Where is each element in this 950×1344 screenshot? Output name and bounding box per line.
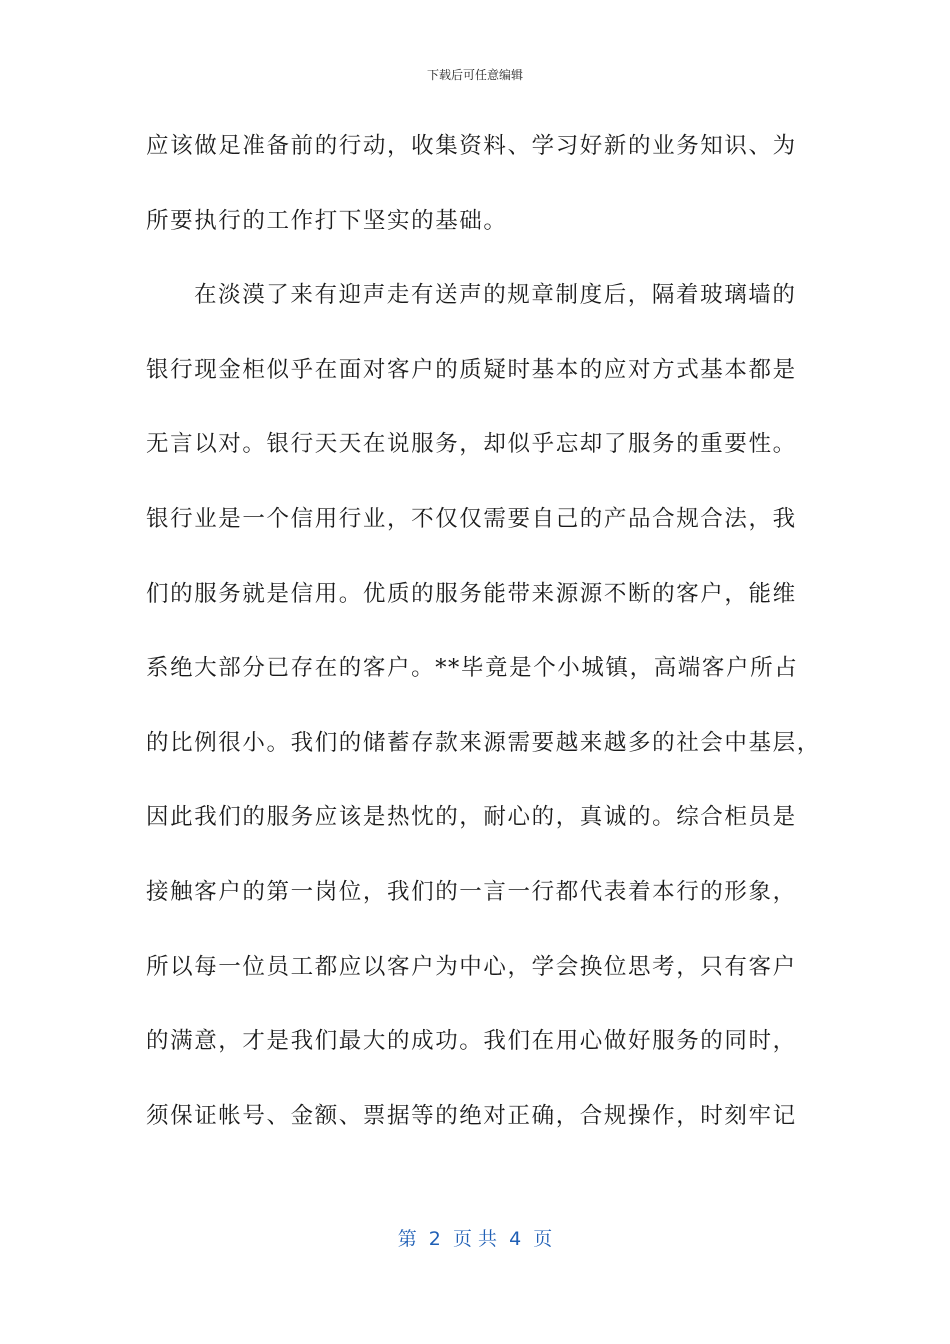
- paragraph-line: 所以每一位员工都应以客户为中心，学会换位思考，只有客户: [146, 953, 797, 980]
- paragraph-line: 因此我们的服务应该是热忱的，耐心的，真诚的。综合柜员是: [146, 804, 797, 831]
- page-number-footer: 第 2 页 共 4 页: [397, 1228, 553, 1250]
- paragraph-line: 应该做足准备前的行动，收集资料、学习好新的业务知识、为: [146, 133, 797, 159]
- paragraph-line: 所要执行的工作打下坚实的基础。: [146, 207, 508, 234]
- paragraph-line: 接触客户的第一岗位，我们的一言一行都代表着本行的形象，: [146, 878, 797, 905]
- page-header: 下载后可任意编辑: [426, 68, 523, 82]
- paragraph-line: 银行现金柜似乎在面对客户的质疑时基本的应对方式基本都是: [146, 356, 797, 383]
- paragraph-line: 在淡漠了来有迎声走有送声的规章制度后，隔着玻璃墙的: [194, 282, 797, 309]
- paragraph-line: 的比例很小。我们的储蓄存款来源需要越来越多的社会中基层，: [146, 729, 821, 756]
- paragraph-line: 无言以对。银行天天在说服务，却似乎忘却了服务的重要性。: [146, 431, 797, 458]
- paragraph-line: 须保证帐号、金额、票据等的绝对正确，合规操作，时刻牢记: [146, 1102, 797, 1129]
- paragraph-line: 系绝大部分已存在的客户。**毕竟是个小城镇，高端客户所占: [146, 655, 799, 682]
- body-text: [146, 124, 821, 1168]
- paragraph-line: 银行业是一个信用行业，不仅仅需要自己的产品合规合法，我: [146, 505, 797, 532]
- paragraph-line: 们的服务就是信用。优质的服务能带来源源不断的客户，能维: [146, 580, 797, 607]
- paragraph-line: 的满意，才是我们最大的成功。我们在用心做好服务的同时，: [146, 1028, 797, 1055]
